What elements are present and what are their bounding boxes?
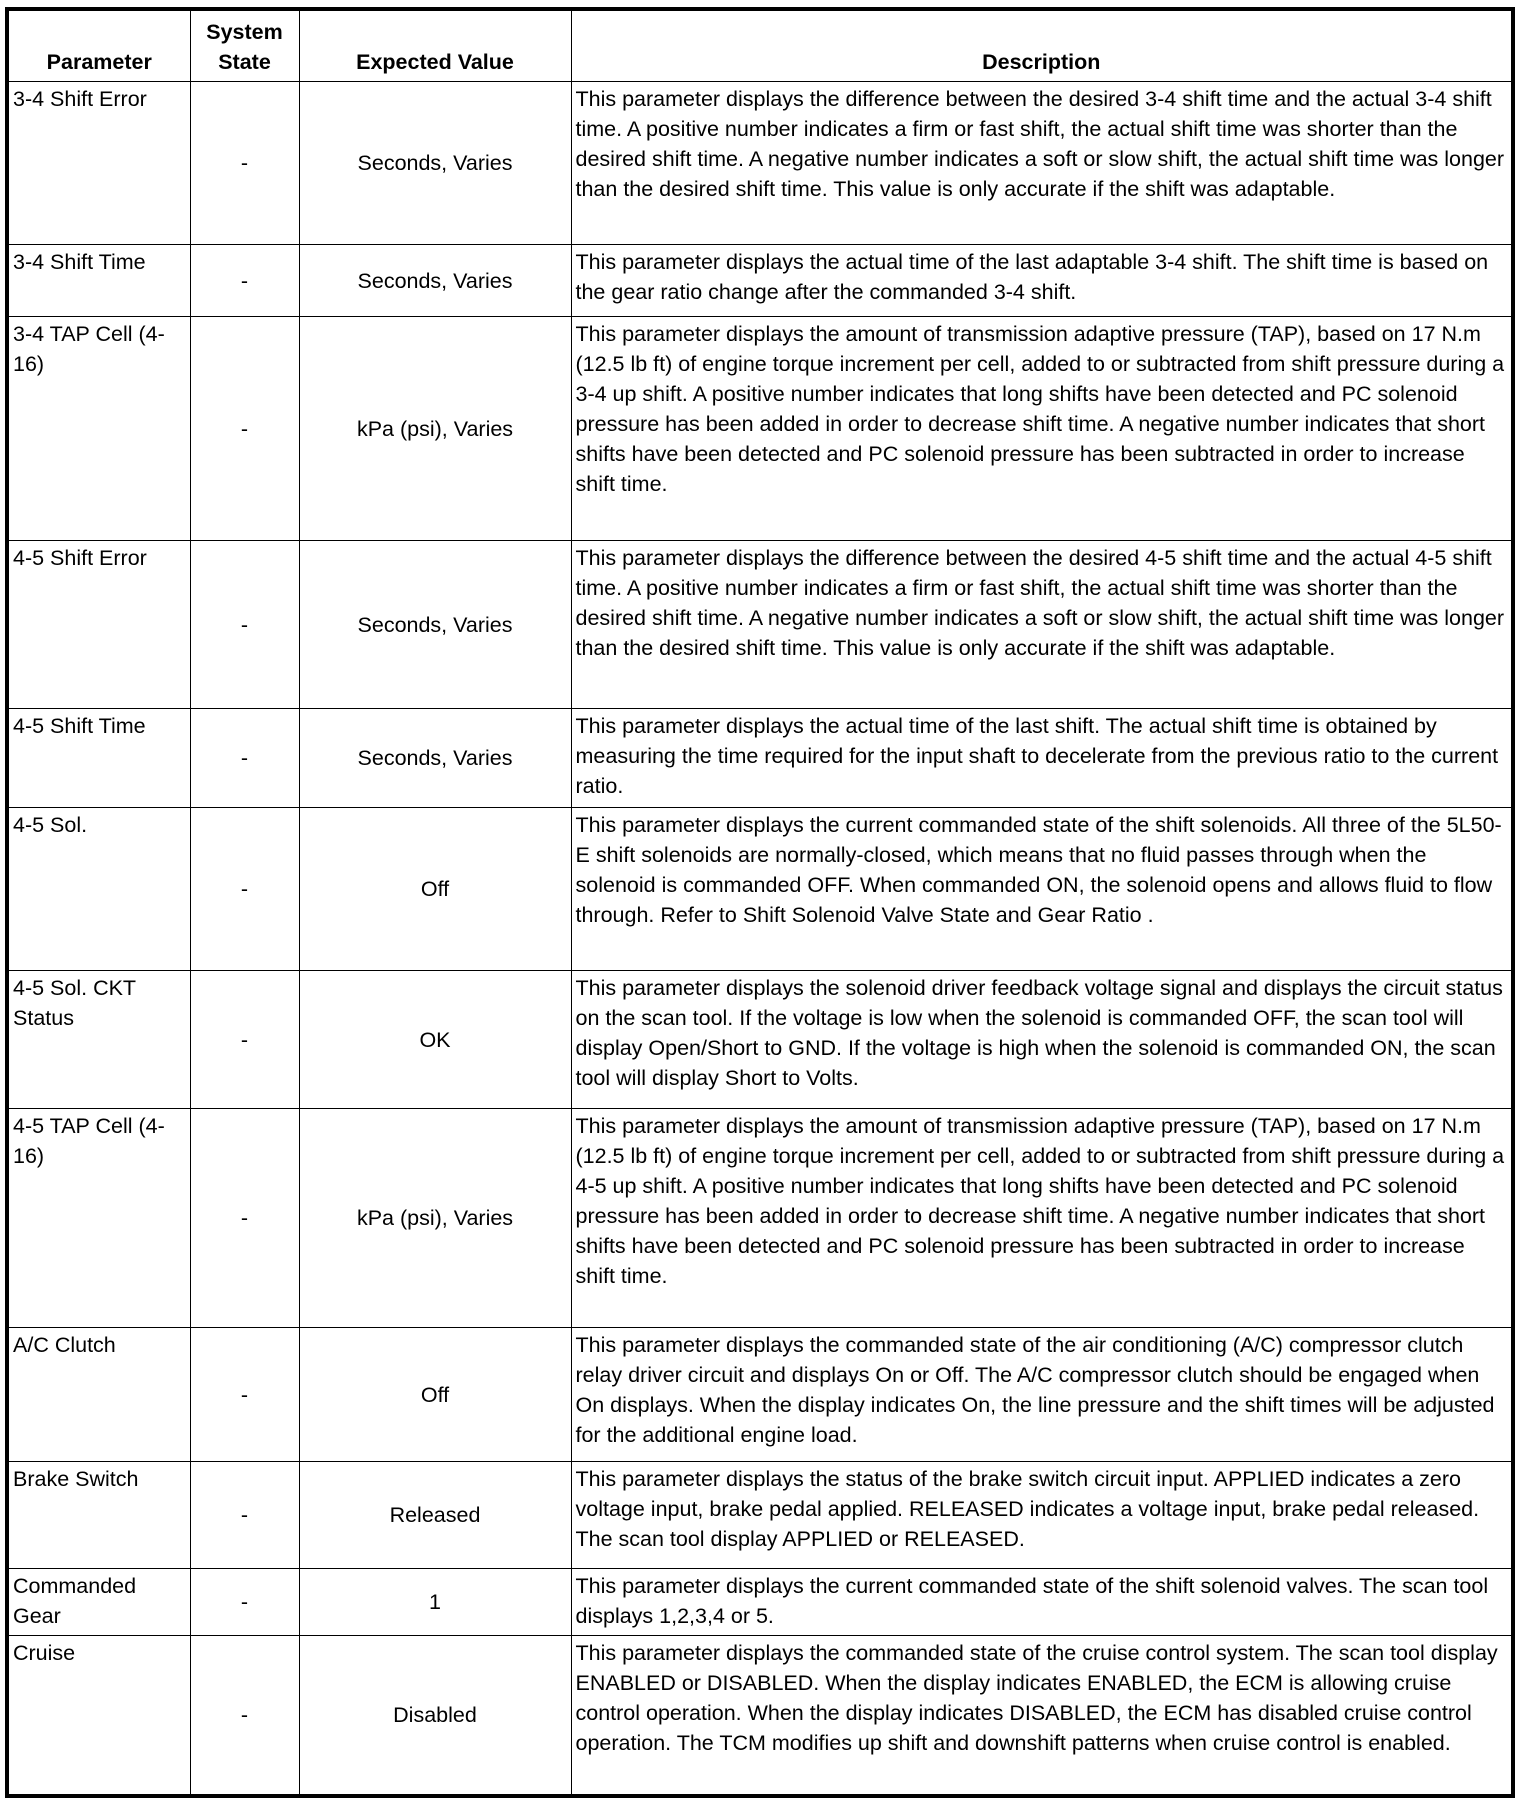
description-cell: This parameter displays the commanded state of the air conditioning (A/C) compressor clutch relay driver circuit and displays On or Off. The A/C compressor clutch should be engaged when On displays. When the display indicates On, the line pressure and the shift times will be adjusted for the additional engine load. xyxy=(571,1328,1513,1462)
description-cell: This parameter displays the actual time of the last shift. The actual shift time is obtained by measuring the time required for the input shaft to decelerate from the previous ratio to the current ratio. xyxy=(571,709,1513,808)
parameter-cell: Cruise xyxy=(7,1636,190,1796)
parameter-cell: A/C Clutch xyxy=(7,1328,190,1462)
system-state-cell: - xyxy=(190,709,299,808)
parameter-cell: 4-5 TAP Cell (4-16) xyxy=(7,1109,190,1328)
description-cell: This parameter displays the current commanded state of the shift solenoid valves. The scan tool displays 1,2,3,4 or 5. xyxy=(571,1569,1513,1636)
table-row xyxy=(7,541,1513,709)
header-system-state: System State xyxy=(190,9,299,82)
system-state-cell: - xyxy=(190,1462,299,1569)
parameter-cell: Brake Switch xyxy=(7,1462,190,1569)
description-cell: This parameter displays the amount of transmission adaptive pressure (TAP), based on 17 N.m (12.5 lb ft) of engine torque increment per cell, added to or subtracted from shift pressure during a 4-5 up shift. A positive number indicates that long shifts have been detected and PC solenoid pressure has been added in order to decrease shift time. A negative number indicates that short shifts have been detected and PC solenoid pressure has been subtracted in order to increase shift time. xyxy=(571,1109,1513,1328)
description-cell: This parameter displays the difference between the desired 4-5 shift time and the actual 4-5 shift time. A positive number indicates a firm or fast shift, the actual shift time was shorter than the desired shift time. A negative number indicates a soft or slow shift, the actual shift time was longer than the desired shift time. This value is only accurate if the shift was adaptable. xyxy=(571,541,1513,709)
table-row xyxy=(7,317,1513,541)
description-cell: This parameter displays the status of the brake switch circuit input. APPLIED indicates a zero voltage input, brake pedal applied. RELEASED indicates a voltage input, brake pedal released. The scan tool display APPLIED or RELEASED. xyxy=(571,1462,1513,1569)
description-cell: This parameter displays the actual time of the last adaptable 3-4 shift. The shift time is based on the gear ratio change after the commanded 3-4 shift. xyxy=(571,245,1513,317)
expected-value-cell: Seconds, Varies xyxy=(299,541,571,709)
description-cell: This parameter displays the solenoid driver feedback voltage signal and displays the circuit status on the scan tool. If the voltage is low when the solenoid is commanded OFF, the scan tool will display Open/Short to GND. If the voltage is high when the solenoid is commanded ON, the scan tool will display Short to Volts. xyxy=(571,971,1513,1109)
system-state-cell: - xyxy=(190,317,299,541)
system-state-cell: - xyxy=(190,1636,299,1796)
parameter-cell: 3-4 Shift Time xyxy=(7,245,190,317)
parameter-cell: 3-4 TAP Cell (4-16) xyxy=(7,317,190,541)
system-state-cell: - xyxy=(190,1109,299,1328)
system-state-cell: - xyxy=(190,245,299,317)
expected-value-cell: OK xyxy=(299,971,571,1109)
description-cell: This parameter displays the difference between the desired 3-4 shift time and the actual 3-4 shift time. A positive number indicates a firm or fast shift, the actual shift time was shorter than the desired shift time. A negative number indicates a soft or slow shift, the actual shift time was longer than the desired shift time. This value is only accurate if the shift was adaptable. xyxy=(571,82,1513,245)
header-description: Description xyxy=(571,9,1513,82)
parameter-cell: 3-4 Shift Error xyxy=(7,82,190,245)
system-state-cell: - xyxy=(190,1569,299,1636)
table-row xyxy=(7,1636,1513,1796)
parameter-cell: 4-5 Sol. xyxy=(7,808,190,971)
expected-value-cell: 1 xyxy=(299,1569,571,1636)
parameter-cell: 4-5 Shift Time xyxy=(7,709,190,808)
table-header xyxy=(7,9,1513,82)
table-row xyxy=(7,808,1513,971)
system-state-cell: - xyxy=(190,971,299,1109)
expected-value-cell: kPa (psi), Varies xyxy=(299,317,571,541)
system-state-cell: - xyxy=(190,82,299,245)
table-row xyxy=(7,1569,1513,1636)
expected-value-cell: Seconds, Varies xyxy=(299,709,571,808)
parameter-cell: 4-5 Sol. CKT Status xyxy=(7,971,190,1109)
expected-value-cell: Seconds, Varies xyxy=(299,245,571,317)
header-expected-value: Expected Value xyxy=(299,9,571,82)
table-row xyxy=(7,1328,1513,1462)
description-cell: This parameter displays the amount of transmission adaptive pressure (TAP), based on 17 N.m (12.5 lb ft) of engine torque increment per cell, added to or subtracted from shift pressure during a 3-4 up shift. A positive number indicates that long shifts have been detected and PC solenoid pressure has been added in order to decrease shift time. A negative number indicates that short shifts have been detected and PC solenoid pressure has been subtracted in order to increase shift time. xyxy=(571,317,1513,541)
description-cell: This parameter displays the commanded state of the cruise control system. The scan tool display ENABLED or DISABLED. When the display indicates ENABLED, the ECM is allowing cruise control operation. When the display indicates DISABLED, the ECM has disabled cruise control operation. The TCM modifies up shift and downshift patterns when cruise control is enabled. xyxy=(571,1636,1513,1796)
expected-value-cell: Seconds, Varies xyxy=(299,82,571,245)
table-row xyxy=(7,1109,1513,1328)
expected-value-cell: Off xyxy=(299,1328,571,1462)
table-row xyxy=(7,1462,1513,1569)
expected-value-cell: Released xyxy=(299,1462,571,1569)
table-row xyxy=(7,245,1513,317)
system-state-cell: - xyxy=(190,1328,299,1462)
parameter-table xyxy=(5,7,1515,1798)
system-state-cell: - xyxy=(190,808,299,971)
table-row xyxy=(7,709,1513,808)
header-parameter: Parameter xyxy=(7,9,190,82)
table-row xyxy=(7,82,1513,245)
table-row xyxy=(7,971,1513,1109)
parameter-cell: 4-5 Shift Error xyxy=(7,541,190,709)
expected-value-cell: Disabled xyxy=(299,1636,571,1796)
system-state-cell: - xyxy=(190,541,299,709)
expected-value-cell: Off xyxy=(299,808,571,971)
parameter-cell: Commanded Gear xyxy=(7,1569,190,1636)
expected-value-cell: kPa (psi), Varies xyxy=(299,1109,571,1328)
description-cell: This parameter displays the current commanded state of the shift solenoids. All three of the 5L50-E shift solenoids are normally-closed, which means that no fluid passes through when the solenoid is commanded OFF. When commanded ON, the solenoid opens and allows fluid to flow through. Refer to Shift Solenoid Valve State and Gear Ratio . xyxy=(571,808,1513,971)
